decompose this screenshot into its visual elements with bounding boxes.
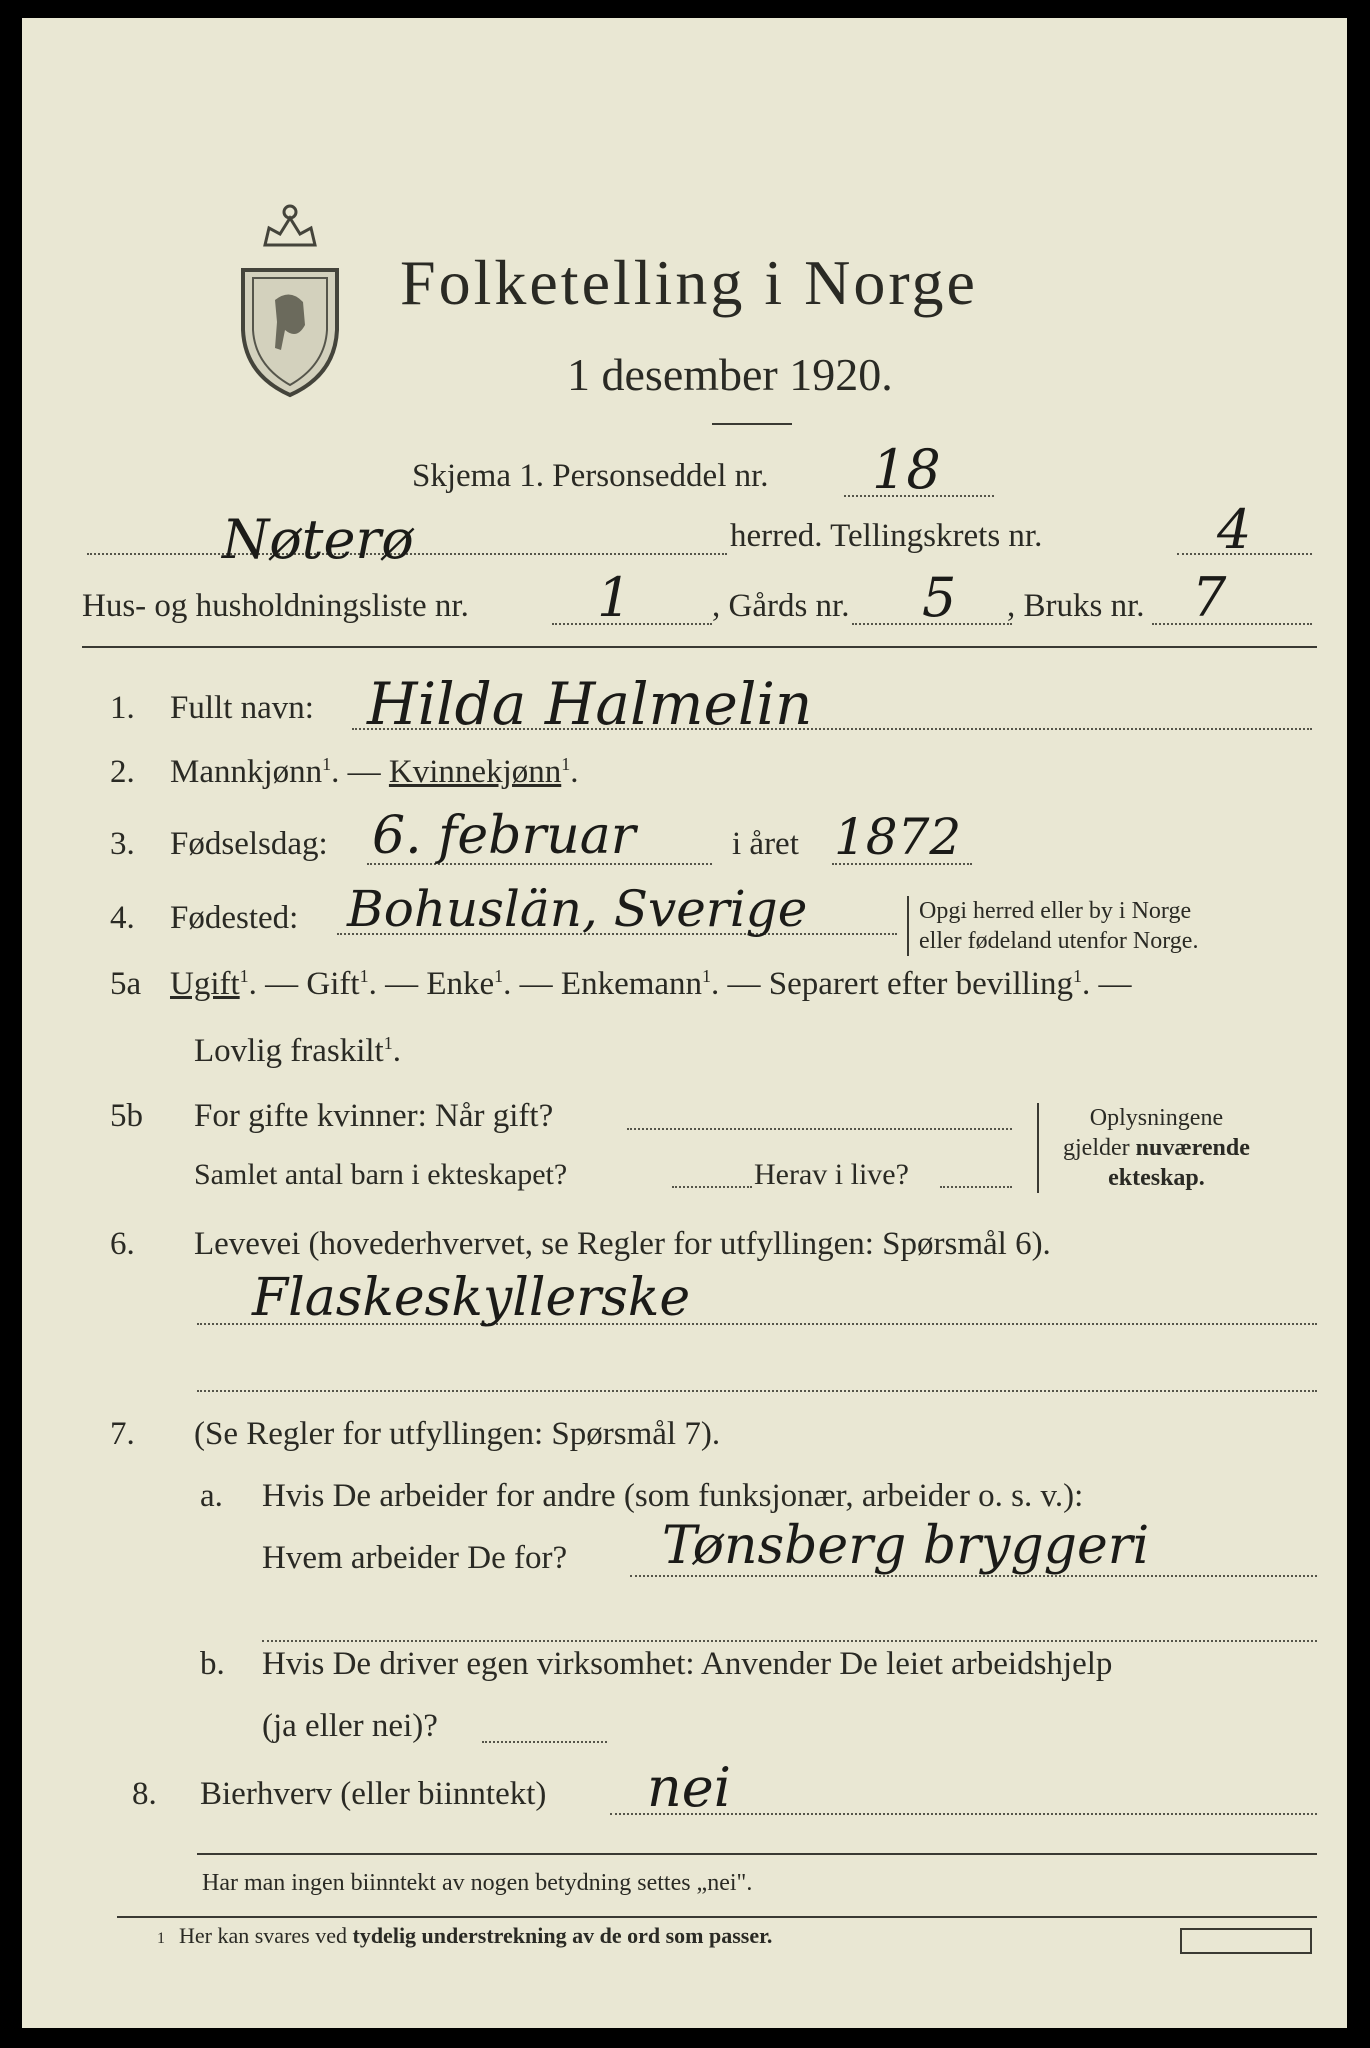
q7b-letter: b. <box>200 1646 225 1682</box>
footer-note: Har man ingen biinntekt av nogen betydning settes „nei". <box>202 1870 753 1896</box>
q5a-option-ugift[interactable]: Ugift <box>170 966 240 1002</box>
form-title: Folketelling i Norge <box>400 247 978 318</box>
footnote-rule <box>117 1916 1317 1918</box>
header-rule <box>82 646 1317 648</box>
q2-male-label: Mannkjønn$^1$. — Kvinnekjønn$^1$. <box>170 754 579 790</box>
q6-label: Levevei (hovederhvervet, se Regler for utfyllingen: Spørsmål 6). <box>194 1226 1051 1262</box>
husliste-label: Hus- og husholdningsliste nr. <box>82 588 469 624</box>
q7a-letter: a. <box>200 1478 223 1514</box>
q4-number: 4. <box>110 900 135 936</box>
bruks-label: , Bruks nr. <box>1007 588 1145 624</box>
printer-stamp <box>1180 1928 1312 1954</box>
q7-label: (Se Regler for utfyllingen: Spørsmål 7). <box>194 1416 721 1452</box>
q7b-label: Hvis De driver egen virksomhet: Anvender De leiet arbeidshjelp <box>262 1646 1113 1682</box>
q3-year-label: i året <box>732 826 799 862</box>
q4-note: Opgi herred eller by i Norge eller fødeland utenfor Norge. <box>907 896 1198 956</box>
q2-female-label: Kvinnekjønn <box>388 754 562 790</box>
q1-number: 1. <box>110 690 135 726</box>
q5a-number: 5a <box>110 966 142 1002</box>
q7a-line2 <box>262 1640 1317 1642</box>
q7a-label: Hvis De arbeider for andre (som funksjonær, arbeider o. s. v.): <box>262 1478 1084 1514</box>
q3-year-value[interactable]: 1872 <box>834 808 962 866</box>
census-form-sheet <box>22 18 1347 2028</box>
q5a-option-enkemann[interactable]: Enkemann <box>560 966 703 1002</box>
q6-line2 <box>197 1390 1317 1392</box>
title-divider <box>712 423 792 425</box>
q5b-label: For gifte kvinner: Når gift? <box>194 1098 554 1134</box>
q7b-janei-label: (ja eller nei)? <box>262 1708 438 1744</box>
q6-number: 6. <box>110 1226 135 1262</box>
q5b-children-label: Samlet antal barn i ekteskapet? <box>194 1158 568 1191</box>
q3-label: Fødselsdag: <box>170 826 328 862</box>
q5a-option-separert[interactable]: Separert efter bevilling <box>768 966 1073 1002</box>
q5a-option-enke[interactable]: Enke <box>426 966 495 1002</box>
q5b-alive-line <box>940 1186 1012 1188</box>
q2-number: 2. <box>110 754 135 790</box>
footer-rule <box>197 1853 1317 1855</box>
gards-label: , Gårds nr. <box>712 588 850 624</box>
q6-value[interactable]: Flaskeskyllerske <box>252 1268 691 1328</box>
herred-label: herred. Tellingskrets nr. <box>730 518 1043 554</box>
q8-label: Bierhverv (eller biinntekt) <box>200 1776 547 1812</box>
q5b-number: 5b <box>110 1098 143 1134</box>
q8-value[interactable]: nei <box>647 1756 732 1819</box>
husliste-line <box>552 623 712 625</box>
q1-label: Fullt navn: <box>170 690 314 726</box>
q1-value[interactable]: Hilda Halmelin <box>367 670 813 738</box>
q5b-married-line <box>627 1128 1012 1130</box>
gards-value[interactable]: 5 <box>922 566 957 629</box>
q5a-option-gift[interactable]: Gift <box>306 966 360 1002</box>
q7a-who-label: Hvem arbeider De for? <box>262 1540 568 1576</box>
schema-label: Skjema 1. Personseddel nr. <box>412 458 769 494</box>
q5a-option-fraskilt[interactable]: Lovlig fraskilt$^1$. <box>194 1033 401 1069</box>
q5a-options: Ugift$^1$. — Gift$^1$. — Enke$^1$. — Enkemann$^1$. — Separert efter bevilling$^1$. — <box>170 966 1132 1002</box>
footnote: 1 Her kan svares ved tydelig understrekning av de ord som passer. <box>157 1923 773 1948</box>
bruks-value[interactable]: 7 <box>1192 566 1227 629</box>
q5b-alive-label: Herav i live? <box>754 1158 909 1191</box>
q5b-note: Oplysningene gjelder nuværende ekteskap. <box>1037 1103 1250 1193</box>
q3-number: 3. <box>110 826 135 862</box>
form-date: 1 desember 1920. <box>567 349 893 400</box>
q7-number: 7. <box>110 1416 135 1452</box>
q3-day-value[interactable]: 6. februar <box>372 806 636 866</box>
q5b-children-line <box>672 1186 752 1188</box>
q8-number: 8. <box>132 1776 157 1812</box>
q4-value[interactable]: Bohuslän, Sverige <box>347 880 808 938</box>
tellingskrets-value[interactable]: 4 <box>1217 498 1252 561</box>
husliste-value[interactable]: 1 <box>597 566 632 629</box>
herred-value[interactable]: Nøterø <box>222 508 414 571</box>
q7b-line <box>482 1741 607 1743</box>
bruks-line <box>1152 623 1312 625</box>
coat-of-arms-icon <box>235 190 345 400</box>
person-number-value[interactable]: 18 <box>872 438 941 501</box>
q7a-value[interactable]: Tønsberg bryggeri <box>662 1516 1150 1576</box>
q4-label: Fødested: <box>170 900 299 936</box>
